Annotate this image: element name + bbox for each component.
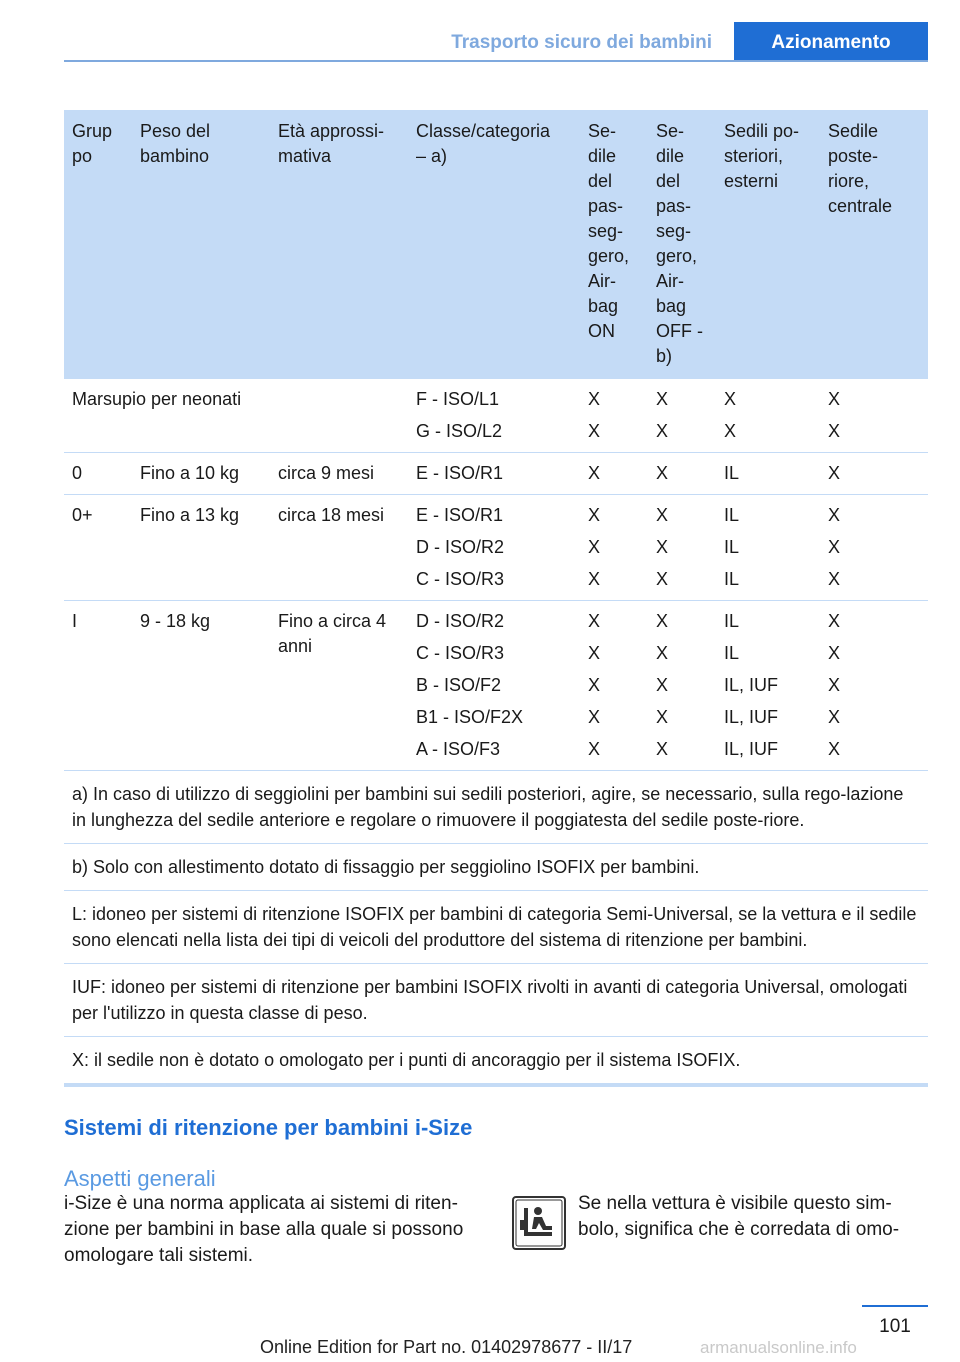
table-note-row [64, 964, 928, 1037]
cell-line: X [724, 421, 737, 441]
cell-line: X [656, 463, 669, 483]
col-header-weight: Peso del bambino [132, 110, 270, 379]
cell-line: X [588, 569, 601, 589]
table-note-row [64, 771, 928, 844]
table-row [64, 453, 928, 495]
note-l: L: idoneo per sistemi di ritenzione ISOFIX per bambini di categoria Semi-Universal, se la vettura e il sedile sono elencati nella lista dei tipi di veicoli del produttore del sistema di ritenzione per bambini. [64, 891, 928, 964]
cell-line: X [588, 675, 601, 695]
edition-line: Online Edition for Part no. 01402978677 - II/17 [260, 1337, 633, 1357]
cell-airbag-on [580, 495, 648, 601]
table-note-row [64, 1037, 928, 1086]
cell-rear-outer [716, 601, 820, 771]
cell-airbag-on [580, 453, 648, 495]
cell-airbag-off [648, 601, 716, 771]
cell-rear-center [820, 453, 928, 495]
cell-line: E - ISO/R1 [416, 463, 504, 483]
cell-line: X [656, 707, 669, 727]
cell-classes [408, 453, 580, 495]
cell-line: X [588, 707, 601, 727]
table-row [64, 379, 928, 453]
cell-line: X [656, 739, 669, 759]
cell-line: D - ISO/R2 [416, 611, 505, 631]
cell-airbag-off [648, 495, 716, 601]
cell-rear-outer [716, 495, 820, 601]
cell-group: 0 [64, 453, 132, 495]
cell-line: X [588, 421, 601, 441]
running-header-section: Trasporto sicuro dei bambini [451, 32, 712, 53]
cell-line: X [828, 505, 841, 525]
cell-airbag-on [580, 379, 648, 453]
note-a: a) In caso di utilizzo di seggiolini per bambini sui sedili posteriori, agire, se necessario, sulla rego-lazione in lunghezza del sedile anteriore e regolare o rimuovere il poggiatesta del sedile poste-riore. [64, 771, 928, 844]
cell-age: Fino a circa 4 anni [270, 601, 408, 771]
cell-airbag-off [648, 379, 716, 453]
cell-weight: Fino a 13 kg [132, 495, 270, 601]
cell-line: IL [724, 643, 740, 663]
col-header-age: Età approssi- mativa [270, 110, 408, 379]
cell-line: IL [724, 505, 740, 525]
cell-classes [408, 379, 580, 453]
cell-line: X [588, 463, 601, 483]
col-header-rear-outer: Sedili po- steriori, esterni [716, 110, 820, 379]
cell-line: X [588, 537, 601, 557]
col-header-airbag-on: Se- dile del pas- seg- gero, Air- bag ON [580, 110, 648, 379]
cell-rear-center [820, 379, 928, 453]
cell-line: X [828, 537, 841, 557]
i-size-child-seat-icon [512, 1196, 566, 1250]
body-text-right: Se nella vettura è visibile questo sim-bolo, significa che è corredata di omo- [578, 1193, 900, 1240]
section-title: Sistemi di ritenzione per bambini i-Size [64, 1115, 473, 1140]
cell-line: X [828, 643, 841, 663]
cell-line: X [656, 643, 669, 663]
note-b: b) Solo con allestimento dotato di fissaggio per seggiolino ISOFIX per bambini. [64, 844, 928, 891]
table-row [64, 601, 928, 771]
running-header-tab: Azionamento [734, 22, 928, 62]
cell-line: X [588, 505, 601, 525]
header-rule [64, 60, 928, 62]
cell-airbag-off [648, 453, 716, 495]
cell-line: IL, IUF [724, 675, 779, 695]
cell-classes [408, 495, 580, 601]
cell-line: IL [724, 611, 740, 631]
cell-line: X [656, 611, 669, 631]
cell-line: IL [724, 537, 740, 557]
cell-line: D - ISO/R2 [416, 537, 505, 557]
cell-line: X [828, 389, 841, 409]
cell-line: F - ISO/L1 [416, 389, 500, 409]
cell-line: E - ISO/R1 [416, 505, 504, 525]
footer-rule [862, 1305, 928, 1307]
col-header-airbag-off: Se- dile del pas- seg- gero, Air- bag OFF - b) [648, 110, 716, 379]
cell-group: Marsupio per neonati [64, 379, 408, 453]
cell-line: X [828, 611, 841, 631]
body-text-left: i-Size è una norma applicata ai sistemi di riten-zione per bambini in base alla quale si possono omologare tali sistemi. [64, 1193, 464, 1266]
cell-line: X [588, 643, 601, 663]
cell-line: A - ISO/F3 [416, 739, 501, 759]
cell-line: G - ISO/L2 [416, 421, 503, 441]
isofix-table [64, 110, 928, 1087]
cell-line: IL [724, 463, 740, 483]
cell-line: X [588, 389, 601, 409]
cell-line: C - ISO/R3 [416, 643, 505, 663]
table-row [64, 495, 928, 601]
cell-line: X [828, 707, 841, 727]
cell-group: 0+ [64, 495, 132, 601]
note-x: X: il sedile non è dotato o omologato per i punti di ancoraggio per il sistema ISOFIX. [64, 1037, 928, 1086]
cell-line: X [656, 505, 669, 525]
cell-rear-outer [716, 379, 820, 453]
page-number: 101 [879, 1316, 911, 1337]
cell-line: C - ISO/R3 [416, 569, 505, 589]
cell-group: I [64, 601, 132, 771]
col-header-rear-center: Sedile poste- riore, centrale [820, 110, 928, 379]
subsection-title: Aspetti generali [64, 1166, 216, 1191]
cell-line: B - ISO/F2 [416, 675, 502, 695]
cell-line: X [656, 389, 669, 409]
cell-line: X [588, 739, 601, 759]
cell-rear-center [820, 601, 928, 771]
note-iuf: IUF: idoneo per sistemi di ritenzione per bambini ISOFIX rivolti in avanti di categoria Universal, omologati per l'utilizzo in questa classe di peso. [64, 964, 928, 1037]
cell-line: X [828, 675, 841, 695]
cell-line: X [656, 537, 669, 557]
cell-line: IL [724, 569, 740, 589]
cell-age: circa 9 mesi [270, 453, 408, 495]
cell-line: X [828, 569, 841, 589]
cell-weight: 9 - 18 kg [132, 601, 270, 771]
cell-line: X [656, 421, 669, 441]
cell-line: X [588, 611, 601, 631]
col-header-group: Grup po [64, 110, 132, 379]
cell-weight: Fino a 10 kg [132, 453, 270, 495]
cell-airbag-on [580, 601, 648, 771]
cell-line: X [656, 675, 669, 695]
cell-line: X [656, 569, 669, 589]
cell-line: IL, IUF [724, 739, 779, 759]
col-header-class: Classe/categoria – a) [408, 110, 580, 379]
cell-classes [408, 601, 580, 771]
cell-line: X [828, 463, 841, 483]
cell-rear-outer [716, 453, 820, 495]
cell-line: X [828, 739, 841, 759]
table-header-row [64, 110, 928, 379]
cell-line: IL, IUF [724, 707, 779, 727]
table-note-row [64, 844, 928, 891]
cell-age: circa 18 mesi [270, 495, 408, 601]
cell-rear-center [820, 495, 928, 601]
table-note-row [64, 891, 928, 964]
watermark: armanualsonline.info [700, 1338, 857, 1357]
cell-line: X [828, 421, 841, 441]
cell-line: B1 - ISO/F2X [416, 707, 524, 727]
cell-line: X [724, 389, 737, 409]
